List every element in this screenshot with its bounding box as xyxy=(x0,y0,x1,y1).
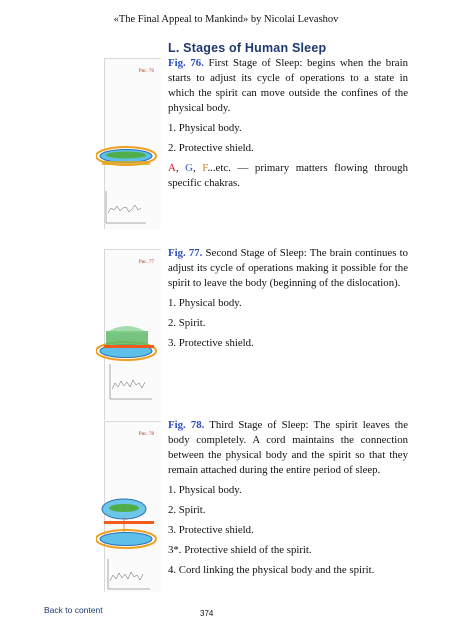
figure-78-thumbnail xyxy=(104,421,160,591)
figure-ref[interactable]: Fig. 77. xyxy=(168,247,203,259)
figure-label: Рис. 78 xyxy=(138,432,154,437)
section-title: L. Stages of Human Sleep xyxy=(168,41,327,55)
figure-ref[interactable]: Fig. 78. xyxy=(168,419,205,431)
figure-label: Рис. 76 xyxy=(138,69,154,74)
caption-text: Third Stage of Sleep: The spirit leaves the body completely. A cord maintains the connection between the physical body and the spirit so that they remain attached during the entire period of sleep. xyxy=(168,419,408,476)
figure-label: Рис. 77 xyxy=(138,260,154,265)
list-item: 1. Physical body. xyxy=(168,297,242,309)
list-item: 1. Physical body. xyxy=(168,122,242,134)
list-item: 2. Protective shield. xyxy=(168,142,254,154)
matter-g: G xyxy=(185,162,193,174)
sleep-stage-illustration xyxy=(96,249,160,419)
figure-77-caption xyxy=(168,246,408,356)
back-to-content-link[interactable]: Back to content xyxy=(44,605,103,615)
figure-78-caption xyxy=(168,418,408,583)
list-item: 2. Spirit. xyxy=(168,317,206,329)
list-item: 1. Physical body. xyxy=(168,484,242,496)
matter-a: A xyxy=(168,162,176,174)
caption-paragraph xyxy=(168,418,408,478)
caption-paragraph xyxy=(168,246,408,291)
figure-76-thumbnail xyxy=(104,58,160,228)
running-header: «The Final Appeal to Mankind» by Nicolai Levashov xyxy=(113,14,339,25)
matter-f: F xyxy=(202,162,208,174)
sleep-stage-illustration xyxy=(96,58,160,228)
note-separator: , xyxy=(175,162,186,174)
note-separator: , xyxy=(192,162,203,174)
figure-76-caption xyxy=(168,56,408,196)
figure-77-thumbnail xyxy=(104,249,160,419)
caption-text: First Stage of Sleep: begins when the brain starts to adjust its cycle of operations to a state in which the spirit can move outside the confines of the physical body. xyxy=(168,57,408,114)
caption-paragraph xyxy=(168,56,408,116)
list-item: 3. Protective shield. xyxy=(168,337,254,349)
figure-ref[interactable]: Fig. 76. xyxy=(168,57,204,69)
list-item: 4. Cord linking the physical body and the spirit. xyxy=(168,564,375,576)
list-item: 3*. Protective shield of the spirit. xyxy=(168,544,312,556)
note-text: ...etc. — primary matters flowing through specific chakras. xyxy=(168,162,408,189)
caption-text: Second Stage of Sleep: The brain continues to adjust its cycle of operations making it possible for the spirit to leave the body (beginning of the dislocation). xyxy=(168,247,408,289)
chakra-note xyxy=(168,161,408,191)
list-item: 3. Protective shield. xyxy=(168,524,254,536)
page-number: 374 xyxy=(200,609,214,618)
list-item: 2. Spirit. xyxy=(168,504,206,516)
sleep-stage-illustration xyxy=(96,421,160,591)
